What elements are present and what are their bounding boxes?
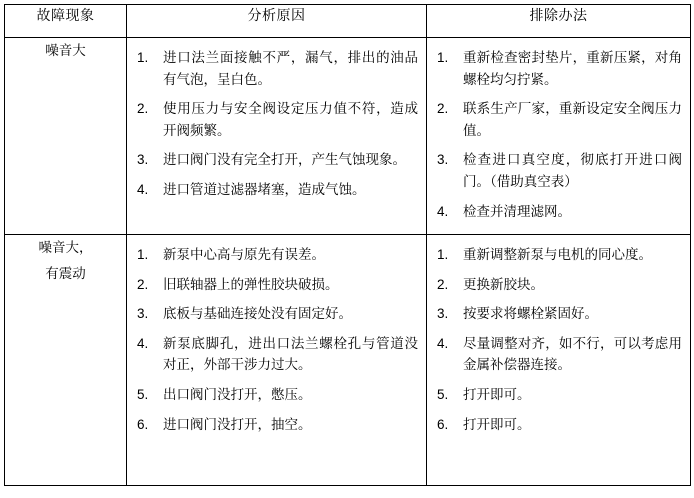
list-item-number: 3.: [137, 152, 149, 168]
list-item-number: 3.: [437, 152, 449, 168]
symptom-line: 有震动: [45, 265, 86, 281]
symptom-line: 噪音大: [45, 43, 86, 58]
list-item: [137, 98, 418, 141]
cause-list: [127, 38, 426, 210]
list-item-number: 4.: [137, 335, 149, 351]
table-row: [5, 235, 691, 486]
list-item: [437, 98, 682, 141]
list-item: [437, 149, 682, 192]
list-item: [437, 303, 682, 325]
list-item-text: 尽量调整对齐，如不行，可以考虑用金属补偿器连接。: [463, 335, 682, 373]
list-item-text: 新泵中心高与原先有误差。: [163, 247, 325, 262]
list-item-number: 5.: [437, 386, 449, 402]
list-item: [137, 303, 418, 325]
table-row: [5, 38, 691, 235]
list-item-text: 检查并清理滤网。: [463, 203, 571, 219]
list-item-text: 重新调整新泵与电机的同心度。: [463, 247, 652, 262]
cause-list: [127, 235, 426, 444]
fault-analysis-table: [4, 4, 691, 486]
solution-list: [427, 38, 690, 231]
list-item: [137, 244, 418, 266]
list-item: [137, 149, 418, 171]
column-header-solution: 排除办法: [427, 5, 691, 38]
list-item: [437, 414, 682, 436]
list-item-text: 更换新胶块。: [463, 276, 544, 292]
list-item-number: 2.: [437, 101, 449, 117]
list-item-text: 出口阀门没打开，憋压。: [163, 386, 312, 402]
list-item-text: 新泵底脚孔，进出口法兰螺栓孔与管道没对正，外部干涉力过大。: [163, 335, 418, 373]
list-item-number: 2.: [137, 276, 149, 292]
list-item-number: 6.: [137, 416, 149, 432]
list-item-text: 进口法兰面接触不严，漏气，排出的油品有气泡，呈白色。: [163, 50, 418, 87]
list-item: [137, 414, 418, 436]
solution-cell: [427, 38, 691, 235]
list-item-text: 底板与基础连接处没有固定好。: [163, 306, 352, 322]
list-item-text: 使用压力与安全阀设定压力值不符，造成开阀频繁。: [163, 101, 418, 138]
list-item-text: 联系生产厂家，重新设定安全阀压力值。: [463, 101, 682, 138]
list-item: [437, 274, 682, 296]
list-item-number: 4.: [437, 335, 449, 351]
list-item-number: 3.: [437, 306, 449, 322]
table-body: [5, 38, 691, 486]
list-item-text: 按要求将螺栓紧固好。: [463, 306, 598, 322]
table-header: [5, 5, 691, 38]
column-header-symptom: 故障现象: [5, 5, 127, 38]
list-item-text: 打开即可。: [463, 416, 531, 432]
list-item: [437, 201, 682, 223]
list-item: [437, 47, 682, 90]
list-item-number: 3.: [137, 306, 149, 322]
list-item-number: 4.: [137, 181, 149, 197]
list-item: [437, 244, 682, 266]
header-row: [5, 5, 691, 38]
list-item-number: 1.: [137, 247, 149, 262]
list-item: [137, 384, 418, 406]
list-item-number: 1.: [437, 50, 449, 65]
list-item-number: 5.: [137, 386, 149, 402]
symptom-line: 噪音大，: [38, 240, 93, 255]
list-item-number: 2.: [437, 276, 449, 292]
cause-cell: [127, 235, 427, 486]
list-item-text: 重新检查密封垫片，重新压紧，对角螺栓均匀拧紧。: [463, 50, 682, 87]
symptom-cell: [5, 235, 127, 486]
list-item-text: 进口阀门没打开，抽空。: [163, 416, 312, 432]
list-item: [437, 384, 682, 406]
list-item: [137, 179, 418, 201]
list-item: [137, 47, 418, 90]
solution-list: [427, 235, 690, 444]
list-item: [137, 333, 418, 376]
list-item-text: 旧联轴器上的弹性胶块破损。: [163, 276, 339, 292]
list-item-text: 进口阀门没有完全打开，产生气蚀现象。: [163, 152, 406, 168]
list-item-text: 检查进口真空度，彻底打开进口阀门。（借助真空表）: [463, 152, 682, 189]
list-item: [137, 274, 418, 296]
column-header-cause: 分析原因: [127, 5, 427, 38]
cause-cell: [127, 38, 427, 235]
symptom-cell: [5, 38, 127, 235]
list-item-number: 2.: [137, 101, 149, 117]
list-item-text: 进口管道过滤器堵塞，造成气蚀。: [163, 181, 366, 197]
list-item-text: 打开即可。: [463, 386, 531, 402]
list-item-number: 1.: [137, 50, 149, 65]
list-item-number: 6.: [437, 416, 449, 432]
list-item-number: 4.: [437, 203, 449, 219]
list-item: [437, 333, 682, 376]
solution-cell: [427, 235, 691, 486]
list-item-number: 1.: [437, 247, 449, 262]
